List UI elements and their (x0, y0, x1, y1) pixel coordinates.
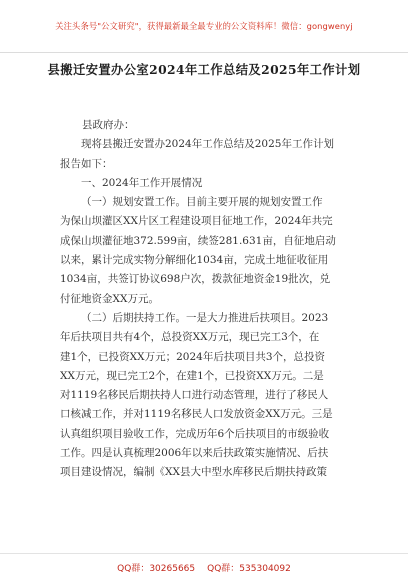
body-line: 工作。四是认真梳理2006年以来后扶政策实施情况、后扶 (60, 447, 329, 460)
body-line: 为保山坝灌区XX片区工程建设项目征地工作，2024年共完 (60, 215, 333, 228)
qq-group-2: QQ群：535304092 (207, 563, 291, 574)
body-line: 建1个，已投资XX万元；2024年后扶项目共3个，总投资 (60, 350, 326, 363)
body-line: XX万元，现已完工2个，在建1个，已投资XX万元。二是 (60, 369, 324, 382)
body-line: 报告如下： (60, 157, 113, 170)
body-line: 成保山坝灌征地372.599亩，续签281.631亩，自征地启动 (60, 234, 336, 247)
promo-header (0, 0, 408, 53)
body-line: 1034亩，共签订协议698户次，拨款征地资金19批次，兑 (60, 273, 331, 286)
body-line: 年后扶项目共有4个，总投资XX万元，现已完工3个，在 (60, 331, 320, 344)
promo-header-text: 关注头条号"公文研究"，获得最新最全最专业的公文资料库！微信：gongwenyj (55, 21, 353, 31)
promo-footer (0, 553, 408, 580)
subsection-heading-line: （一）规划安置工作。目前主要开展的规划安置工作 (81, 196, 323, 209)
body-line: 口核减工作，并对1119名移民人口发放资金XX万元。三是 (60, 408, 333, 421)
salutation: 县政府办： (82, 119, 135, 131)
body-line: 认真组织项目验收工作，完成历年6个后扶项目的市级验收 (60, 427, 330, 440)
document-title: 县搬迁安置办公室2024年工作总结及2025年工作计划 (47, 62, 361, 77)
body-line: 现将县搬迁安置办2024年工作总结及2025年工作计划 (81, 138, 334, 151)
body-line: 付征地资金XX万元。 (60, 292, 159, 305)
body-line: 对1119名移民后期扶持人口进行动态管理，进行了移民人 (60, 389, 329, 402)
body-line: 项目建设情况，编制《XX县大中型水库移民后期扶持政策 (60, 466, 327, 479)
section-heading: 一、2024年工作开展情况 (81, 176, 203, 189)
qq-group-1: QQ群：30265665 (117, 563, 196, 574)
subsection-heading-line: （二）后期扶持工作。一是大力推进后扶项目。2023 (81, 311, 329, 324)
document-body (60, 116, 348, 483)
body-line: 以来，累计完成实物分解细化1034亩，完成土地征收征用 (60, 254, 329, 267)
